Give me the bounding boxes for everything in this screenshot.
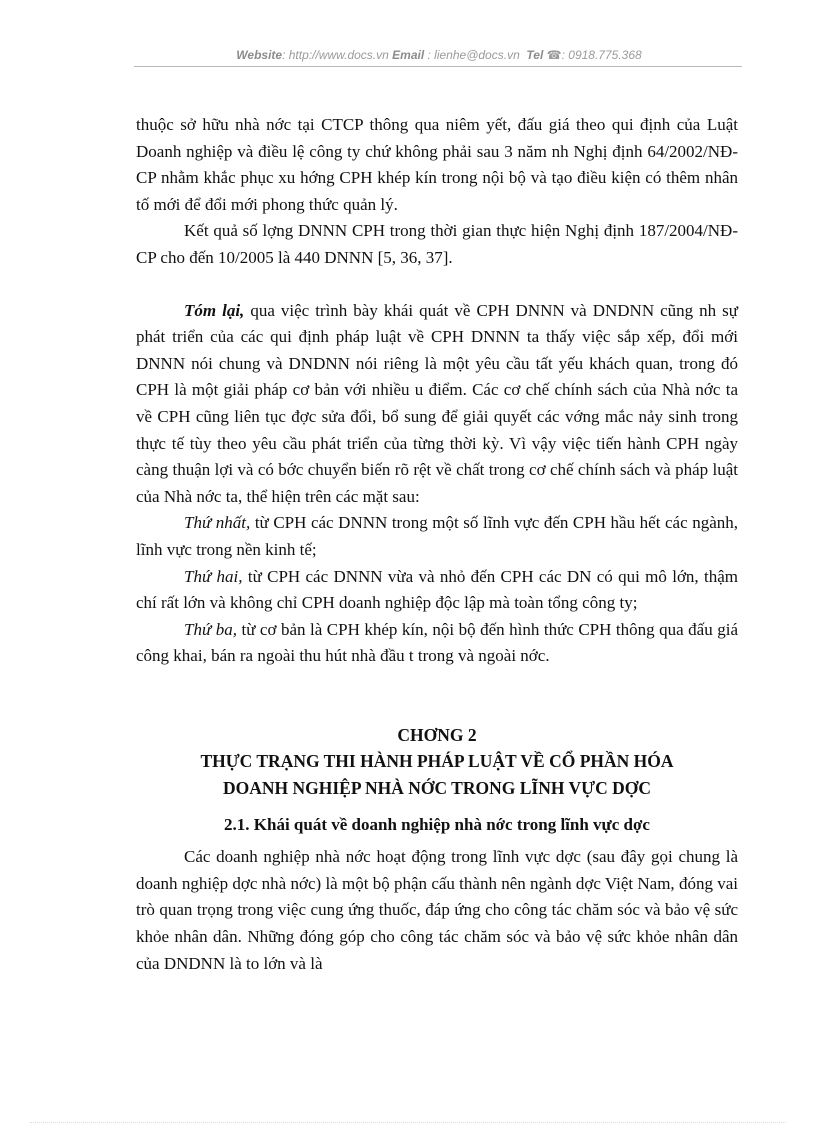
summary-body: qua việc trình bày khái quát về CPH DNNN và DNDNN cũng nh sự phát triển của các qui định pháp luật về CPH DNNN ta thấy việc sắp xếp, đổi mới DNNN nói chung và DNDNN nói riêng là một yêu cầu tất yếu khách quan, trong đó CPH là một giải pháp cơ bản với nhiều u điểm. Các cơ chế chính sách của Nhà nớc ta về CPH cũng liên tục đợc sửa đổi, bổ sung để giải quyết các vớng mắc nảy sinh trong thực tế tùy theo yêu cầu phát triển của từng thời kỳ. Vì vậy việc tiến hành CPH ngày càng thuận lợi và có bớc chuyển biến rõ rệt về chất trong cơ chế chính sách và pháp luật của Nhà nớc ta, thể hiện trên các mặt sau: bbox=[136, 300, 738, 506]
email-label: Email bbox=[392, 48, 425, 62]
email-value[interactable]: : lienhe@docs.vn bbox=[424, 48, 520, 62]
third-lead: Thứ ba, bbox=[184, 619, 237, 639]
page-header bbox=[136, 48, 742, 62]
paragraph-continuation: thuộc sở hữu nhà nớc tại CTCP thông qua niêm yết, đấu giá theo qui định của Luật Doanh nghiệp và điều lệ công ty chứ không phải sau 3 năm nh Nghị định 64/2002/NĐ-CP nhằm khắc phục xu hớng CPH khép kín trong nội bộ và tạo điều kiện có thêm nhân tố mới để đổi mới phong thức quản lý. bbox=[136, 115, 738, 214]
paragraph-second bbox=[136, 564, 738, 617]
chapter-number: CHƠNG 2 bbox=[397, 724, 477, 745]
paragraph-third bbox=[136, 617, 738, 670]
website-url[interactable]: : http://www.docs.vn bbox=[282, 48, 389, 62]
paragraph-result: Kết quả số lợng DNNN CPH trong thời gian thực hiện Nghị định 187/2004/NĐ-CP cho đến 10/2005 là 440 DNNN [5, 36, 37]. bbox=[136, 221, 738, 267]
third-body: từ cơ bản là CPH khép kín, nội bộ đến hình thức CPH thông qua đấu giá công khai, bán ra ngoài thu hút nhà đầu t trong và ngoài nớc. bbox=[136, 619, 738, 666]
spacer bbox=[136, 272, 738, 298]
section-paragraph: Các doanh nghiệp nhà nớc hoạt động trong lĩnh vực dợc (sau đây gọi chung là doanh nghiệp dợc nhà nớc) là một bộ phận cấu thành nên ngành dợc Việt Nam, đóng vai trò quan trọng trong việc cung ứng thuốc, đáp ứng cho công tác chăm sóc và bảo vệ sức khỏe nhân dân. Những đóng góp cho công tác chăm sóc và bảo vệ sức khỏe nhân dân của DNDNN là to lớn và là bbox=[136, 847, 738, 973]
header-divider bbox=[134, 66, 742, 67]
spacer bbox=[136, 670, 738, 722]
website-label: Website bbox=[236, 48, 283, 62]
second-lead: Thứ hai, bbox=[184, 566, 243, 586]
first-lead: Thứ nhất, bbox=[184, 513, 251, 533]
document-body bbox=[136, 112, 738, 977]
paragraph-summary bbox=[136, 298, 738, 511]
tel-label: Tel bbox=[526, 48, 544, 62]
second-body: từ CPH các DNNN vừa và nhỏ đến CPH các DN có qui mô lớn, thậm chí rất lớn và không chỉ CPH doanh nghiệp độc lập mà toàn tổng công ty; bbox=[136, 566, 739, 613]
chapter-title-line2: DOANH NGHIỆP NHÀ NỚC TRONG LĨNH VỰC DỢC bbox=[223, 778, 651, 799]
summary-lead: Tóm lại, bbox=[184, 300, 245, 320]
section-heading: 2.1. Khái quát về doanh nghiệp nhà nớc trong lĩnh vực dợc bbox=[224, 814, 650, 834]
paragraph-first bbox=[136, 510, 738, 563]
tel-value: ☎: 0918.775.368 bbox=[543, 48, 642, 62]
chapter-title-line1: THỰC TRẠNG THI HÀNH PHÁP LUẬT VỀ CỔ PHẦN HÓA bbox=[200, 751, 674, 772]
first-body: từ CPH các DNNN trong một số lĩnh vực đến CPH hầu hết các ngành, lĩnh vực trong nền kinh tế; bbox=[136, 513, 738, 559]
